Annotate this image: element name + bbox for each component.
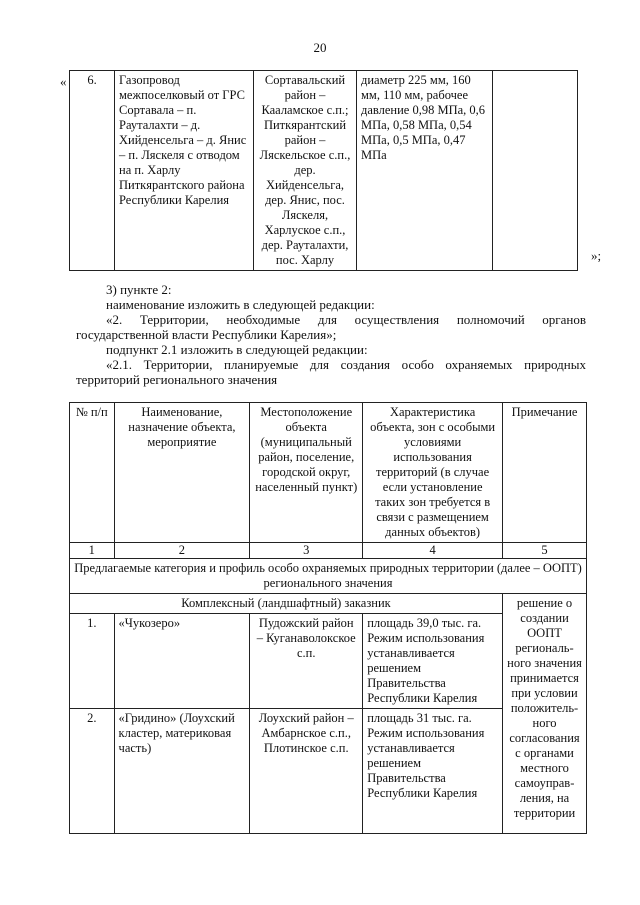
paragraph-section-2-line2: государственной власти Республики Карелия»; [76,327,337,342]
column-number: 4 [363,543,503,559]
column-number: 5 [503,543,587,559]
header-location: Местоположение объекта (муниципальный район, поселение, городской округ, населенный пункт) [250,403,363,543]
object-name: Газопровод межпоселковый от ГРС Сортавала – п. Рауталахти – д. Хийденсельга – д. Янис – п. Ляскеля с отводом на п. Харлу Питкярантского района Республики Карелия [115,71,254,271]
row-number: 6. [70,71,115,271]
paragraph-section-2-1-line1: «2.1. Территории, планируемые для создания особо охраняемых природных [106,357,586,372]
object-note [493,71,578,271]
object-location: Пудожский район – Куганаволокское с.п. [250,614,363,709]
section-row [70,559,587,594]
column-number: 1 [70,543,115,559]
header-name: Наименование, назначение объекта, мероприятие [114,403,250,543]
paragraph-section-2-1-line2: территорий регионального значения [76,372,278,387]
header-number: № п/п [70,403,115,543]
subsection-title: Комплексный (ландшафтный) заказник [70,594,503,614]
object-characteristic: площадь 31 тыс. га. Режим использования устанавливается решением Правительства Республики Карелия [363,709,503,834]
header-characteristic: Характеристика объекта, зон с особыми условиями использования территорий (в случае если установление таких зон требуется в связи с размещением данных объектов) [363,403,503,543]
object-location: Сортавальский район – Кааламское с.п.; Питкярантский район – Ляскельское с.п., дер. Хийденсельга, дер. Янис, пос. Ляскеля, Харлуское с.п., дер. Рауталахти, пос. Харлу [254,71,357,271]
object-location: Лоухский район – Амбарнское с.п., Плотинское с.п. [250,709,363,834]
paragraph-item-3: 3) пункте 2: [106,282,172,297]
column-number: 3 [250,543,363,559]
table-row [70,71,578,271]
column-number-row [70,543,587,559]
header-note: Примечание [503,403,587,543]
paragraph-subitem: подпункт 2.1 изложить в следующей редакции: [106,342,368,357]
subsection-row [70,594,587,614]
section-title: Предлагаемые категория и профиль особо охраняемых природных территории (далее – ООПТ) регионального значения [70,559,587,594]
table-header-row [70,403,587,543]
shared-note: решение о создании ООПТ региональ-ного значения принимается при условии положитель-ного согласования с органами местного самоуправ-ления, на территории [503,594,587,834]
object-name: «Гридино» (Лоухский кластер, материковая часть) [114,709,250,834]
object-name: «Чукозеро» [114,614,250,709]
table-opening-quote: « [60,74,67,89]
protected-areas-table [69,402,587,834]
column-number: 2 [114,543,250,559]
object-characteristic: площадь 39,0 тыс. га. Режим использования устанавливается решением Правительства Республики Карелия [363,614,503,709]
table-closing-quote: »; [591,248,602,263]
row-number: 1. [70,614,115,709]
page-number: 20 [313,40,327,55]
row-number: 2. [70,709,115,834]
object-characteristic: диаметр 225 мм, 160 мм, 110 мм, рабочее давление 0,98 МПа, 0,6 МПа, 0,58 МПа, 0,54 МПа, 0,5 МПа, 0,47 МПа [357,71,493,271]
paragraph-rename: наименование изложить в следующей редакции: [106,297,375,312]
gas-pipeline-table [69,70,578,271]
paragraph-section-2-line1: «2. Территории, необходимые для осуществления полномочий органов [106,312,586,327]
